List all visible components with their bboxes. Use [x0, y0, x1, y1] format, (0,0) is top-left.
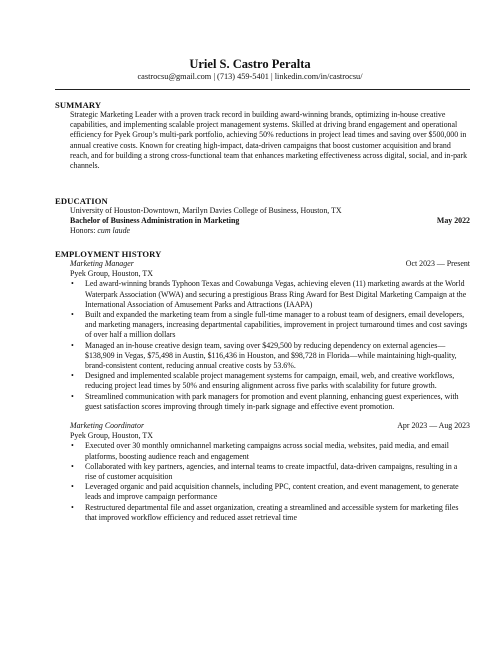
honors-label: Honors:: [70, 226, 98, 236]
job-title-row: [55, 421, 470, 431]
job-role: Marketing Manager: [70, 259, 134, 268]
employment-section: [55, 249, 470, 523]
summary-section: [55, 100, 470, 171]
job-company: Pyek Group, Houston, TX: [70, 431, 153, 441]
section-title-summary: SUMMARY: [55, 100, 102, 110]
job-entry: [55, 421, 470, 523]
list-item: • Managed an in-house creative design team, saving over $429,500 by reducing dependency on external agencies—$138,909 in Vegas, $75,498 in Austin, $116,436 in Houston, and $98,728 in Florida—while maintaining high-quality, brand-consistent content, reducing annual creative costs by 53.6%.: [85, 341, 470, 372]
job-role: Marketing Coordinator: [70, 421, 145, 431]
education-degree-row: [55, 216, 470, 226]
section-title-employment: EMPLOYMENT HISTORY: [55, 249, 162, 259]
list-item: • Collaborated with key partners, agencies, and internal teams to create impactful, data-driven campaigns, resulting in a rise of customer acquisition: [85, 462, 470, 482]
job-company: Pyek Group, Houston, TX: [70, 269, 153, 279]
education-school: University of Houston-Downtown, Marilyn Davies College of Business, Houston, TX: [70, 206, 342, 215]
summary-text: Strategic Marketing Leader with a proven track record in building award-winning brands, optimizing in-house creative capabilities, and implementing scalable project management systems. Skilled at driving brand engagement and operational efficiency for Pyek Group’s multi-park portfolio, achieving 50% reductions in project lead times and saving over $500,000 in annual creative costs. Known for creating high-impact, data-driven campaigns that boost customer acquisition and brand reach, and for building a strong cross-functional team that enhances marketing effectiveness across digital, social, and in-park channels.: [70, 110, 468, 171]
list-item: • Built and expanded the marketing team from a single full-time manager to a robust team of designers, email developers, and marketing managers, increasing departmental capabilities, improvement in project turnaround times and cost savings of over half a million dollars: [85, 310, 470, 341]
job-bullets: [55, 279, 470, 412]
list-item: • Leveraged organic and paid acquisition channels, including PPC, content creation, and event management, to generate leads and improve campaign performance: [85, 482, 470, 502]
section-title-education: EDUCATION: [55, 196, 108, 206]
job-bullets: [55, 441, 470, 523]
education-degree: Bachelor of Business Administration in Marketing: [70, 216, 240, 226]
job-dates: Oct 2023 — Present: [405, 259, 470, 268]
job-title-row: [55, 259, 470, 269]
header-divider: [55, 89, 470, 90]
list-item: • Executed over 30 monthly omnichannel marketing campaigns across social media, websites, paid media, and email platforms, boosting audience reach and engagement: [85, 441, 470, 461]
education-honors: [55, 226, 470, 236]
education-section: [55, 196, 470, 237]
honors-value: cum laude: [97, 226, 131, 236]
list-item: • Designed and implemented scalable project management systems for campaign, email, web, and creative workflows, reducing project lead times by 50% and ensuring alignment across five parks with scalability for future growth.: [85, 371, 470, 391]
education-date: May 2022: [436, 216, 470, 226]
candidate-name: Uriel S. Castro Peralta: [189, 57, 311, 71]
job-entry: [55, 259, 470, 412]
job-dates: Apr 2023 — Aug 2023: [397, 421, 470, 431]
list-item: • Restructured departmental file and asset organization, creating a streamlined and accessible system for marketing files that improved workflow efficiency and reduced asset retrieval time: [85, 503, 470, 523]
list-item: • Streamlined communication with park managers for promotion and event planning, enhancing guest experiences, with guest satisfaction scores improving through timely in-park signage and effective event promotion.: [85, 392, 470, 412]
list-item: • Led award-winning brands Typhoon Texas and Cowabunga Vegas, achieving eleven (11) marketing awards at the World Waterpark Association (WWA) and securing a prestigious Brass Ring Award for Best Digital Marketing Campaign at the International Association of Amusement Parks and Attractions (IAAPA): [85, 279, 470, 310]
contact-line: castrocsu@gmail.com | (713) 459-5401 | linkedin.com/in/castrocsu/: [137, 72, 363, 81]
